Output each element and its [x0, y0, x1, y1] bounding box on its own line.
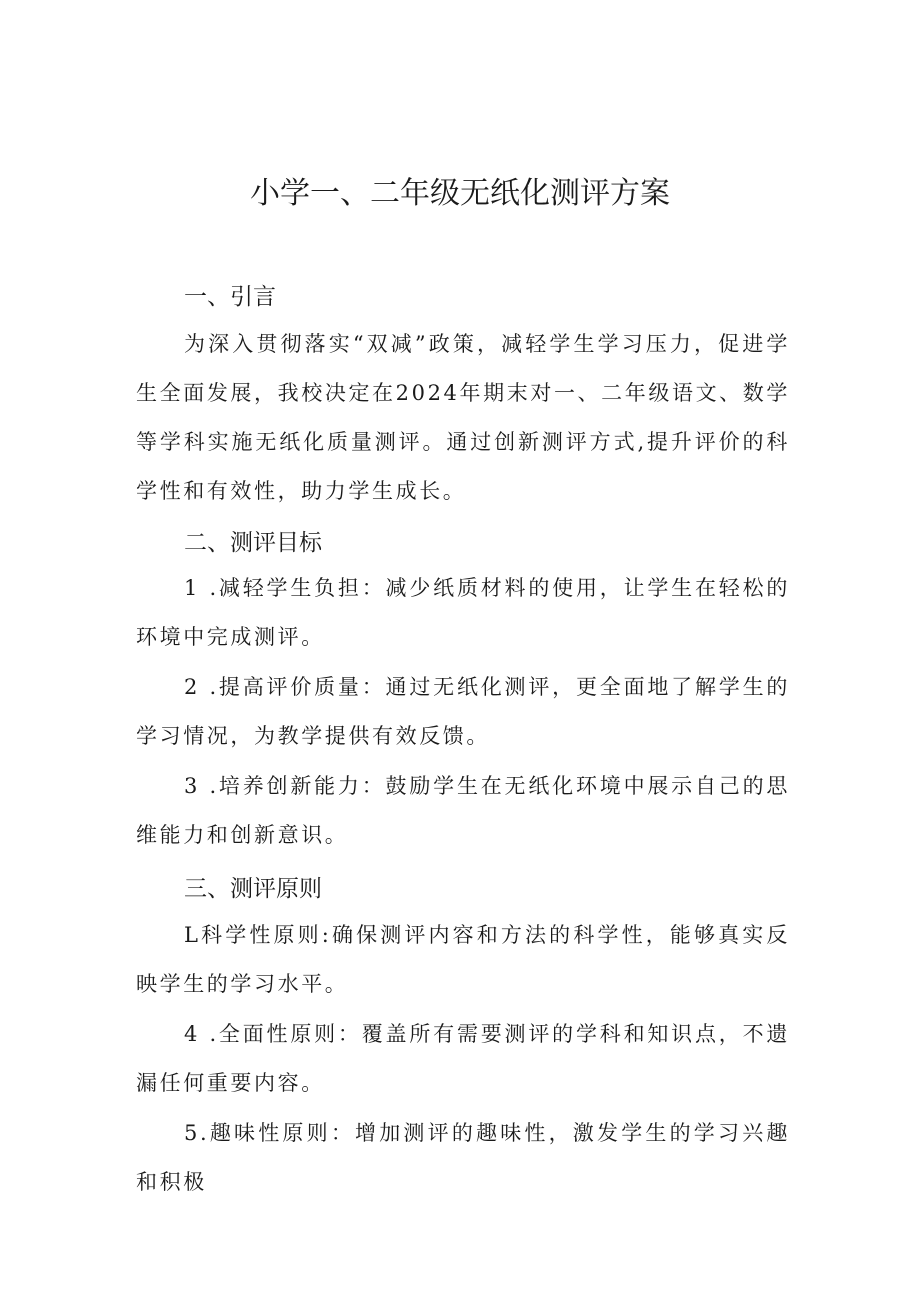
- goal-item-3: 3 .培养创新能力：鼓励学生在无纸化环境中展示自己的思维能力和创新意识。: [136, 774, 790, 847]
- intro-paragraph: 为深入贯彻落实“双减”政策，减轻学生学习压力，促进学生全面发展，我校决定在2024年期末对一、二年级语文、数学等学科实施无纸化质量测评。通过创新测评方式,提升评价的科学性和有效性，助力学生成长。: [136, 332, 790, 503]
- principle-item-2: 4 .全面性原则：覆盖所有需要测评的学科和知识点，不遗漏任何重要内容。: [136, 1022, 790, 1095]
- document-title: 小学一、二年级无纸化测评方案: [250, 176, 670, 211]
- section-heading-goals: 二、测评目标: [184, 530, 322, 556]
- section-heading-principles: 三、测评原则: [184, 876, 322, 902]
- principle-item-3: 5.趣味性原则：增加测评的趣味性，激发学生的学习兴趣和积极: [136, 1121, 790, 1194]
- section-heading-intro: 一、引言: [184, 284, 276, 310]
- goal-item-2: 2 .提高评价质量：通过无纸化测评，更全面地了解学生的学习情况，为教学提供有效反馈。: [136, 675, 790, 748]
- principle-item-1: L科学性原则:确保测评内容和方法的科学性，能够真实反映学生的学习水平。: [136, 923, 790, 996]
- goal-item-1: 1 .减轻学生负担：减少纸质材料的使用，让学生在轻松的环境中完成测评。: [136, 576, 790, 649]
